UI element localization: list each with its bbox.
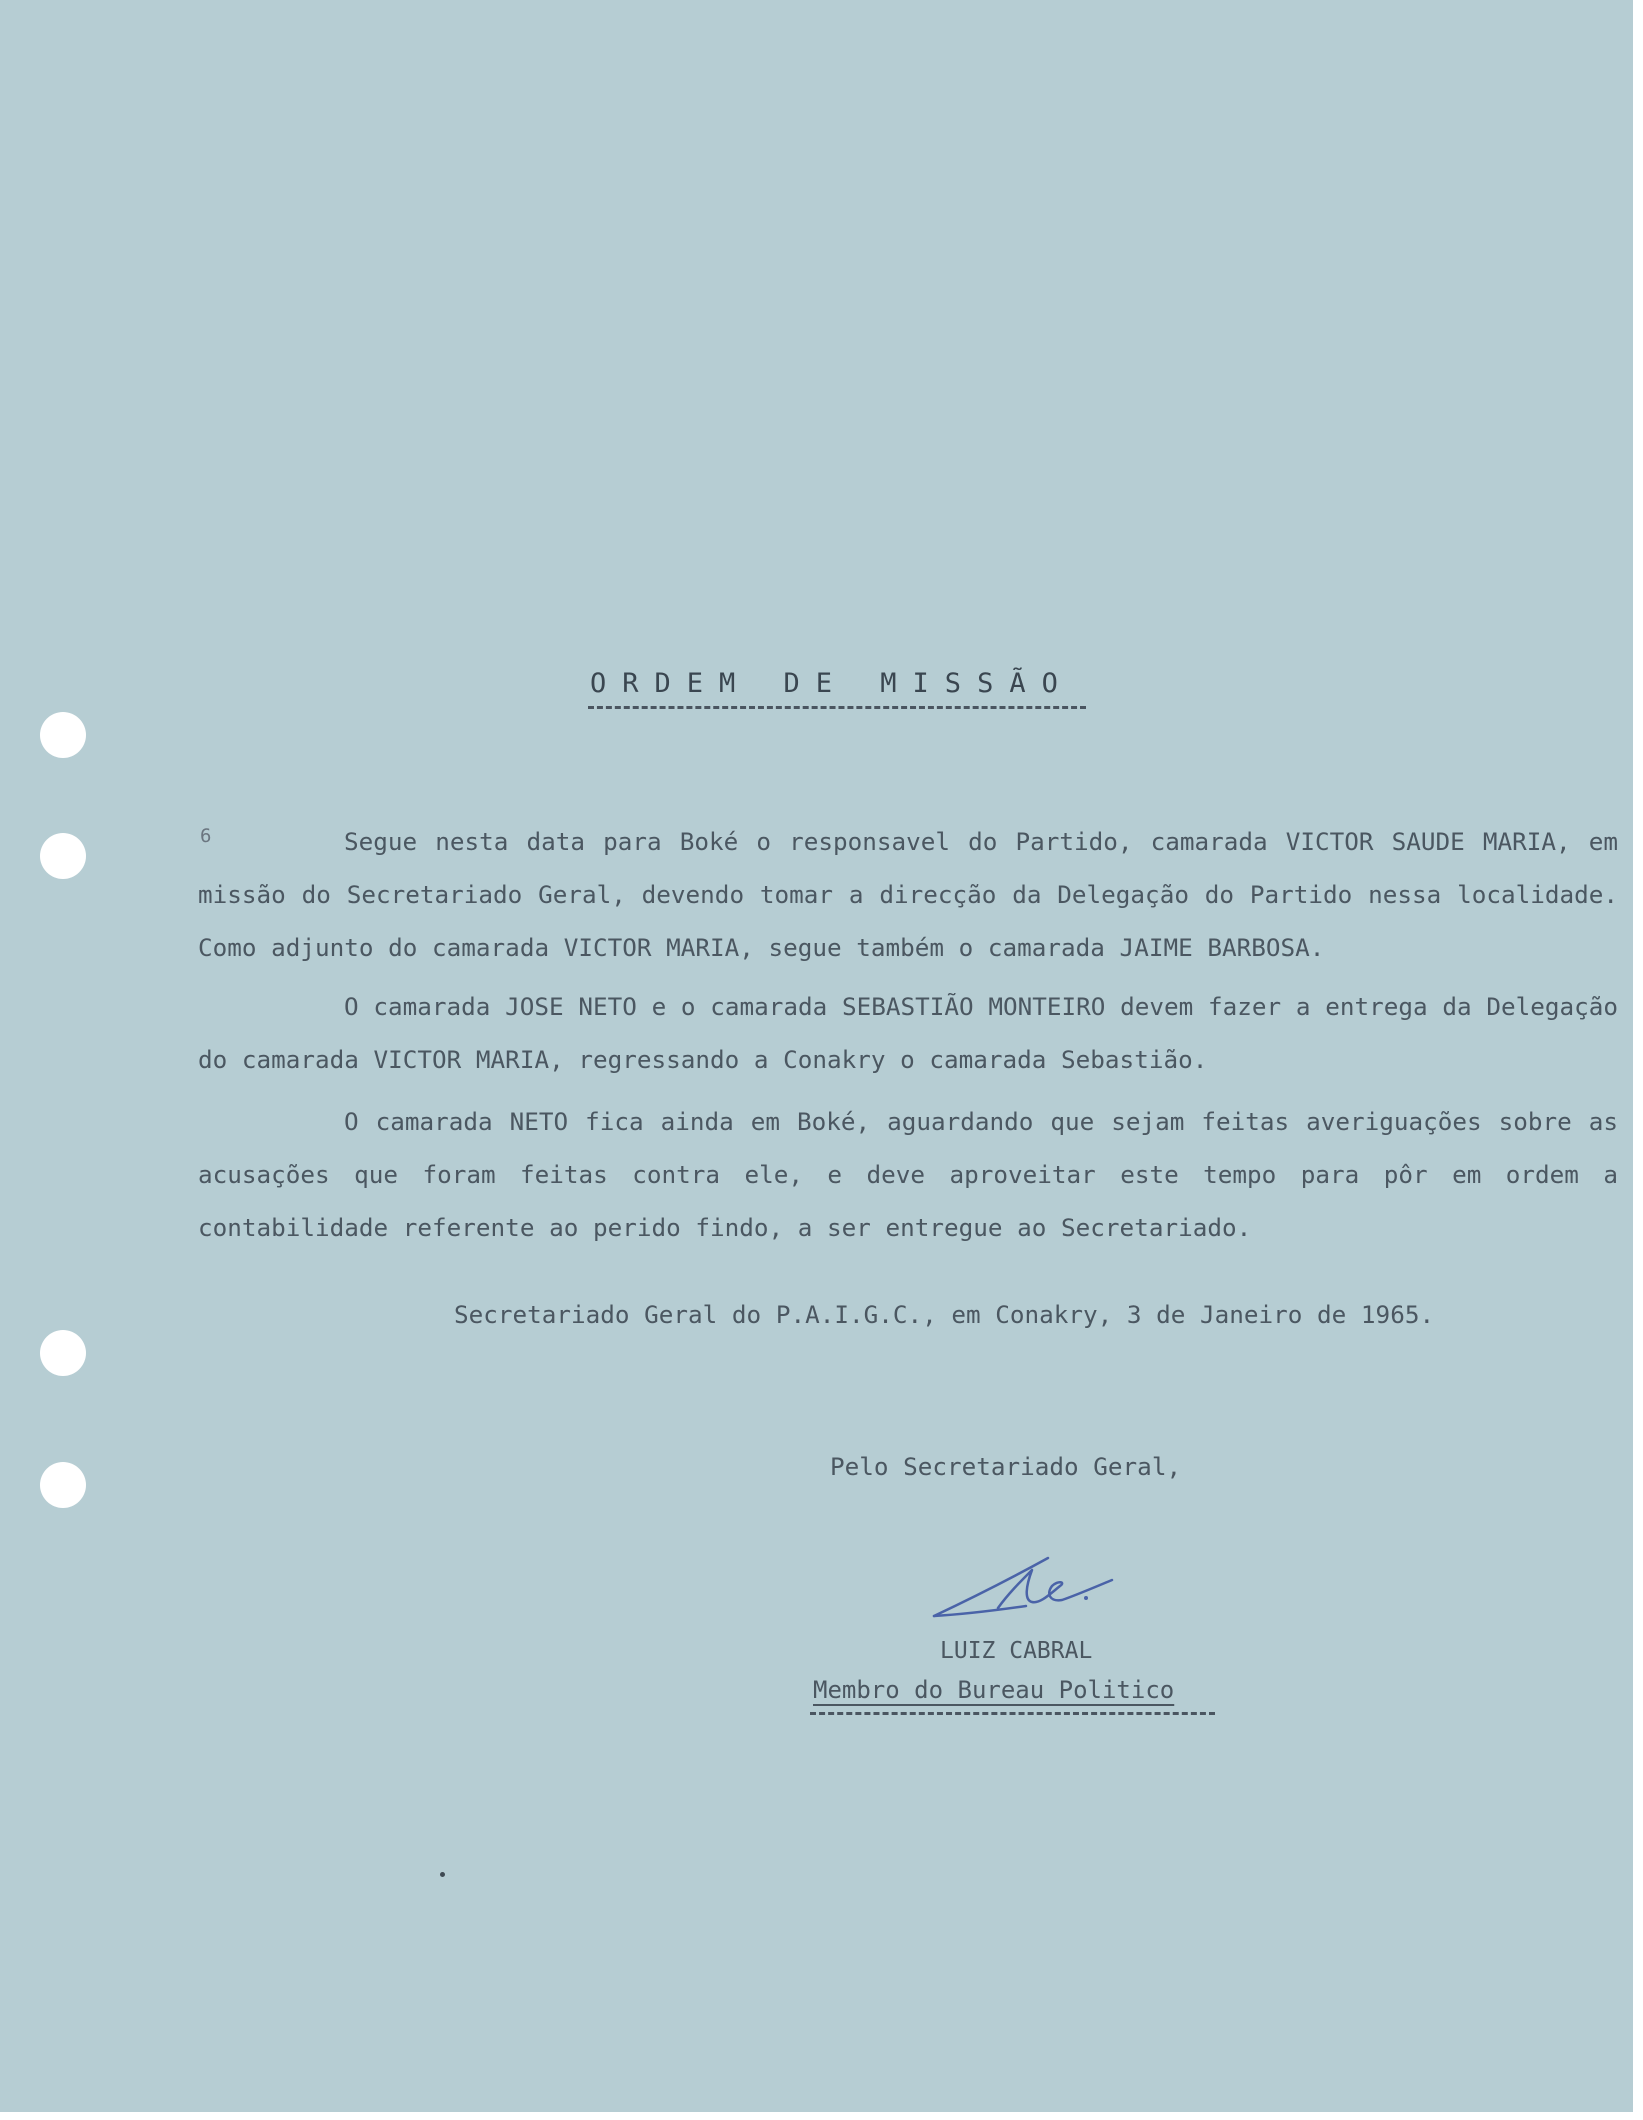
punch-hole: [40, 1462, 86, 1508]
punch-hole: [40, 833, 86, 879]
body-paragraph: [198, 815, 1618, 974]
margin-note: 6: [200, 825, 212, 847]
handwritten-signature: [928, 1550, 1138, 1630]
signer-name: LUIZ CABRAL: [940, 1638, 1093, 1664]
paragraph-text: Segue nesta data para Boké o responsavel do Partido, camarada VICTOR SAUDE MARIA, em missão do Secretariado Geral, devendo tomar a direcção da Delegação do Partido nessa localidade. Como adjunto do camarada VICTOR MARIA, segue também o camarada JAIME BARBOSA.: [198, 827, 1618, 962]
title-underline: [588, 706, 1086, 709]
paragraph-text: O camarada JOSE NETO e o camarada SEBASTIÃO MONTEIRO devem fazer a entrega da Delegação do camarada VICTOR MARIA, regressando a Conakry o camarada Sebastião.: [198, 992, 1618, 1074]
paragraph-text: O camarada NETO fica ainda em Boké, aguardando que sejam feitas averiguações sobre as acusações que foram feitas contra ele, e deve aproveitar este tempo para pôr em ordem a contabilidade referente ao perido findo, a ser entregue ao Secretariado.: [198, 1107, 1618, 1242]
punch-hole: [40, 1330, 86, 1376]
body-paragraph: [198, 1095, 1618, 1254]
signer-role: Membro do Bureau Politico: [813, 1676, 1175, 1704]
document-title: ORDEM DE MISSÃO: [590, 668, 1074, 699]
body-paragraph: [198, 980, 1618, 1086]
ink-speck: [440, 1872, 445, 1877]
punch-hole: [40, 712, 86, 758]
closing-line: Pelo Secretariado Geral,: [830, 1452, 1182, 1481]
dateline: Secretariado Geral do P.A.I.G.C., em Conakry, 3 de Janeiro de 1965.: [454, 1300, 1435, 1329]
role-underline: [810, 1712, 1215, 1715]
